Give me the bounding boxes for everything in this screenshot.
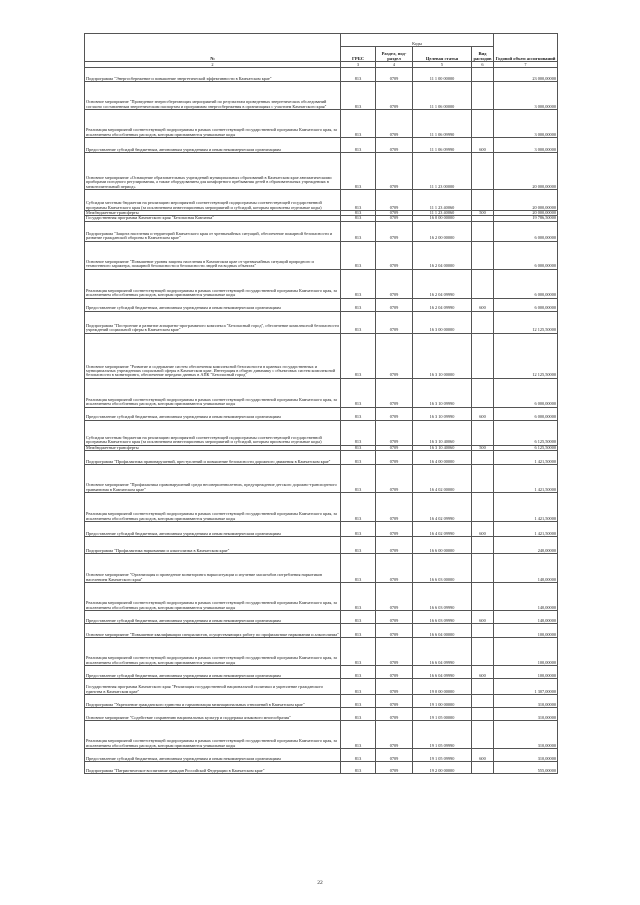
- row-amount-cell: 1 421,50000: [494, 522, 558, 537]
- row-name-cell: Реализация мероприятий соответствующей подпрограммы в рамках соответствующей государственной программы Камчатского края, за исключением обособленных расходов, которым присваиваются уникальные коды: [85, 638, 341, 666]
- row-section-cell: 0709: [376, 537, 413, 554]
- row-article-cell: 16 4 02 09990: [413, 493, 472, 522]
- row-article-cell: 16 6 03 00000: [413, 554, 472, 583]
- row-name-cell: Основное мероприятие "Повышение уровня защиты населения в Камчатском крае от чрезвычайных ситуаций природного и техногенного характера, пожарной безопасности и безопасности людей на водных объектах": [85, 241, 341, 269]
- row-amount-cell: 140,00000: [494, 583, 558, 611]
- header-expense-type-cell: Вид расходов: [472, 47, 494, 62]
- table-row: [85, 624, 558, 638]
- row-expense-type-cell: 600: [472, 138, 494, 153]
- row-section-cell: 0709: [376, 221, 413, 241]
- row-name-cell: Межбюджетные трансферты: [85, 445, 341, 450]
- row-grbs-cell: 813: [341, 465, 376, 493]
- header-row-top: [85, 34, 558, 47]
- table-row: [85, 68, 558, 82]
- row-amount-cell: 3 000,00000: [494, 138, 558, 153]
- row-grbs-cell: 813: [341, 333, 376, 378]
- row-amount-cell: 23 000,00000: [494, 68, 558, 82]
- row-section-cell: 0709: [376, 624, 413, 638]
- row-amount-cell: 20 000,00000: [494, 211, 558, 216]
- row-grbs-cell: 813: [341, 749, 376, 762]
- budget-table: [84, 33, 558, 774]
- row-article-cell: 19 2 00 00000: [413, 762, 472, 774]
- row-grbs-cell: 813: [341, 583, 376, 611]
- header-article-cell: Целевая статья: [413, 47, 472, 62]
- row-amount-cell: 310,00000: [494, 721, 558, 749]
- row-grbs-cell: 813: [341, 679, 376, 695]
- row-section-cell: 0709: [376, 583, 413, 611]
- row-amount-cell: 1 421,50000: [494, 493, 558, 522]
- row-name-cell: Субсидии местным бюджетам на реализацию мероприятий соответствующей подпрограммы соответствующей государственной программы Камчатского края (за исключением инвестиционных мероприятий и субсидий, которым присвоены отдельные коды): [85, 190, 341, 211]
- row-grbs-cell: 813: [341, 378, 376, 407]
- page-number: 22: [317, 880, 323, 886]
- row-name-cell: Межбюджетные трансферты: [85, 211, 341, 216]
- row-amount-cell: 3 000,00000: [494, 82, 558, 110]
- row-name-cell: Государственная программа Камчатского края "Безопасная Камчатка": [85, 216, 341, 221]
- row-amount-cell: 140,00000: [494, 554, 558, 583]
- column-number: 6: [472, 62, 494, 68]
- row-section-cell: 0709: [376, 311, 413, 333]
- row-amount-cell: 6 000,00000: [494, 407, 558, 420]
- row-name-cell: Реализация мероприятий соответствующей подпрограммы в рамках соответствующей государственной программы Камчатского края, за исключением обособленных расходов, которым присваиваются уникальные коды: [85, 493, 341, 522]
- row-name-cell: Подпрограмма "Построение и развитие аппаратно-программного комплекса "Безопасный город", обеспечение комплексной безопасности учреждений социальной сферы в Камчатском крае": [85, 311, 341, 333]
- row-grbs-cell: 813: [341, 407, 376, 420]
- row-grbs-cell: 813: [341, 211, 376, 216]
- row-article-cell: 16 3 10 09990: [413, 407, 472, 420]
- table-row: [85, 583, 558, 611]
- row-article-cell: 16 6 04 00000: [413, 624, 472, 638]
- row-expense-type-cell: [472, 269, 494, 298]
- row-expense-type-cell: [472, 721, 494, 749]
- row-section-cell: 0709: [376, 138, 413, 153]
- table-row: [85, 451, 558, 465]
- row-section-cell: 0709: [376, 451, 413, 465]
- row-grbs-cell: 813: [341, 695, 376, 708]
- row-article-cell: 11 1 23 40060: [413, 190, 472, 211]
- row-grbs-cell: 813: [341, 216, 376, 221]
- table-row: [85, 522, 558, 537]
- row-name-cell: Основное мероприятие "Содействие сохранению национальных культур и поддержка языкового многообразия": [85, 708, 341, 721]
- row-expense-type-cell: 500: [472, 211, 494, 216]
- row-expense-type-cell: [472, 537, 494, 554]
- row-grbs-cell: 813: [341, 110, 376, 138]
- row-amount-cell: 1 307,00000: [494, 679, 558, 695]
- row-expense-type-cell: [472, 241, 494, 269]
- row-amount-cell: 6 000,00000: [494, 378, 558, 407]
- row-grbs-cell: 813: [341, 522, 376, 537]
- row-amount-cell: 6 125,50000: [494, 420, 558, 445]
- row-article-cell: 16 4 02 00000: [413, 465, 472, 493]
- budget-document: [84, 33, 557, 774]
- row-expense-type-cell: [472, 378, 494, 407]
- table-row: [85, 138, 558, 153]
- row-name-cell: Предоставление субсидий бюджетным, автономным учреждениям и иным некоммерческим организациям: [85, 611, 341, 624]
- table-row: [85, 721, 558, 749]
- row-grbs-cell: 813: [341, 554, 376, 583]
- table-row: [85, 420, 558, 445]
- row-article-cell: 11 1 23 00000: [413, 153, 472, 190]
- table-row: [85, 762, 558, 774]
- table-row: [85, 110, 558, 138]
- table-row: [85, 82, 558, 110]
- row-name-cell: Подпрограмма "Патриотическое воспитание граждан Российской Федерации в Камчатском крае": [85, 762, 341, 774]
- row-amount-cell: 6 000,00000: [494, 298, 558, 311]
- column-number: 5: [413, 62, 472, 68]
- column-number: 7: [494, 62, 558, 68]
- row-name-cell: Основное мероприятие "Развитие и содержание систем обеспечения комплексной безопасности в краевых государственных и муниципальных учреждениях социальной сферы в Камчатском крае. Интеграция в общую динамику с объектовых систем комплексной безопасности в мониторинга, обеспечение передачи данных в АПК "Безопасный город": [85, 333, 341, 378]
- row-section-cell: 0709: [376, 241, 413, 269]
- row-section-cell: 0709: [376, 269, 413, 298]
- row-section-cell: 0709: [376, 708, 413, 721]
- row-article-cell: 11 1 06 00000: [413, 82, 472, 110]
- row-section-cell: 0709: [376, 493, 413, 522]
- table-row: [85, 190, 558, 211]
- row-name-cell: Предоставление субсидий бюджетным, автономным учреждениям и иным некоммерческим организациям: [85, 666, 341, 679]
- row-article-cell: 16 3 10 09990: [413, 378, 472, 407]
- row-amount-cell: 555,00000: [494, 762, 558, 774]
- row-grbs-cell: 813: [341, 82, 376, 110]
- table-row: [85, 221, 558, 241]
- row-article-cell: 16 0 00 00000: [413, 216, 472, 221]
- row-grbs-cell: 813: [341, 138, 376, 153]
- row-name-cell: Подпрограмма "Профилактика правонарушений, преступлений и повышение безопасности дорожного движения в Камчатском крае": [85, 451, 341, 465]
- row-article-cell: 19 1 00 00000: [413, 695, 472, 708]
- row-expense-type-cell: [472, 583, 494, 611]
- row-expense-type-cell: [472, 624, 494, 638]
- row-expense-type-cell: [472, 679, 494, 695]
- row-section-cell: 0709: [376, 554, 413, 583]
- row-article-cell: 16 3 10 40060: [413, 445, 472, 450]
- budget-rows: [85, 68, 558, 774]
- row-expense-type-cell: [472, 110, 494, 138]
- row-name-cell: Подпрограмма "Защита населения и территорий Камчатского края от чрезвычайных ситуаций, обеспечение пожарной безопасности и развитие гражданской обороны в Камчатском крае": [85, 221, 341, 241]
- row-grbs-cell: 813: [341, 451, 376, 465]
- row-amount-cell: 6 000,00000: [494, 269, 558, 298]
- row-amount-cell: 1 421,50000: [494, 451, 558, 465]
- row-section-cell: 0709: [376, 522, 413, 537]
- row-expense-type-cell: 600: [472, 298, 494, 311]
- table-row: [85, 679, 558, 695]
- header-grbs-cell: ГРБС: [341, 47, 376, 62]
- row-grbs-cell: 813: [341, 153, 376, 190]
- row-article-cell: 19 1 05 09990: [413, 749, 472, 762]
- row-section-cell: 0709: [376, 721, 413, 749]
- row-article-cell: 16 3 10 40060: [413, 420, 472, 445]
- row-section-cell: 0709: [376, 110, 413, 138]
- row-expense-type-cell: [472, 762, 494, 774]
- row-name-cell: Реализация мероприятий соответствующей подпрограммы в рамках соответствующей государственной программы Камчатского края, за исключением обособленных расходов, которым присваиваются уникальные коды: [85, 721, 341, 749]
- table-row: [85, 611, 558, 624]
- row-section-cell: 0709: [376, 679, 413, 695]
- row-article-cell: 11 1 23 40060: [413, 211, 472, 216]
- column-number: 2: [85, 62, 341, 68]
- row-name-cell: Субсидии местным бюджетам на реализацию мероприятий соответствующей подпрограммы соответствующей государственной программы Камчатского края (за исключением инвестиционных мероприятий и субсидий, которым присвоены отдельные коды): [85, 420, 341, 445]
- row-section-cell: 0709: [376, 695, 413, 708]
- row-article-cell: 19 1 05 00000: [413, 708, 472, 721]
- row-expense-type-cell: 600: [472, 522, 494, 537]
- row-grbs-cell: 813: [341, 241, 376, 269]
- table-row: [85, 638, 558, 666]
- row-article-cell: 16 6 00 00000: [413, 537, 472, 554]
- row-grbs-cell: 813: [341, 68, 376, 82]
- row-section-cell: 0709: [376, 190, 413, 211]
- row-article-cell: 16 4 02 09990: [413, 522, 472, 537]
- row-article-cell: 16 3 00 00000: [413, 311, 472, 333]
- row-expense-type-cell: [472, 638, 494, 666]
- row-article-cell: 16 2 04 09990: [413, 298, 472, 311]
- row-name-cell: Предоставление субсидий бюджетным, автономным учреждениям и иным некоммерческим организациям: [85, 749, 341, 762]
- row-article-cell: 16 6 04 09990: [413, 666, 472, 679]
- row-article-cell: 16 6 03 09990: [413, 611, 472, 624]
- row-amount-cell: 310,00000: [494, 749, 558, 762]
- row-grbs-cell: 813: [341, 624, 376, 638]
- row-article-cell: 16 2 04 00000: [413, 241, 472, 269]
- row-amount-cell: 12 125,50000: [494, 333, 558, 378]
- row-amount-cell: 20 000,00000: [494, 153, 558, 190]
- row-amount-cell: 12 125,50000: [494, 311, 558, 333]
- column-number: 3: [341, 62, 376, 68]
- row-grbs-cell: 813: [341, 445, 376, 450]
- row-grbs-cell: 813: [341, 708, 376, 721]
- row-expense-type-cell: [472, 493, 494, 522]
- row-section-cell: 0709: [376, 211, 413, 216]
- row-amount-cell: 6 125,50000: [494, 445, 558, 450]
- row-section-cell: 0709: [376, 749, 413, 762]
- row-expense-type-cell: [472, 420, 494, 445]
- table-row: [85, 311, 558, 333]
- row-amount-cell: 100,00000: [494, 638, 558, 666]
- row-article-cell: 11 1 00 00000: [413, 68, 472, 82]
- row-name-cell: Основное мероприятие "Повышение квалификации специалистов, осуществляющих работу по профилактике наркомании и алкоголизма": [85, 624, 341, 638]
- row-amount-cell: 140,00000: [494, 611, 558, 624]
- row-name-cell: Основное мероприятие "Проведение энергосберегающих мероприятий по результатам проведенных энергетических обследований согласно составленным энергетическим паспортам и программам энергосбережения в организациях с участием Камчатского края": [85, 82, 341, 110]
- header-amount-cell: Годовой объем ассигнований: [494, 34, 558, 62]
- row-section-cell: 0709: [376, 333, 413, 378]
- row-article-cell: 16 6 04 09990: [413, 638, 472, 666]
- row-name-cell: Реализация мероприятий соответствующей подпрограммы в рамках соответствующей государственной программы Камчатского края, за исключением обособленных расходов, которым присваиваются уникальные коды: [85, 583, 341, 611]
- row-article-cell: 16 2 00 00000: [413, 221, 472, 241]
- table-row: [85, 153, 558, 190]
- row-section-cell: 0709: [376, 153, 413, 190]
- row-expense-type-cell: 600: [472, 666, 494, 679]
- row-grbs-cell: 813: [341, 611, 376, 624]
- row-name-cell: Предоставление субсидий бюджетным, автономным учреждениям и иным некоммерческим организациям: [85, 298, 341, 311]
- table-row: [85, 241, 558, 269]
- row-section-cell: 0709: [376, 420, 413, 445]
- row-expense-type-cell: [472, 333, 494, 378]
- table-row: [85, 465, 558, 493]
- table-row: [85, 378, 558, 407]
- table-row: [85, 298, 558, 311]
- row-amount-cell: 100,00000: [494, 624, 558, 638]
- row-grbs-cell: 813: [341, 269, 376, 298]
- row-section-cell: 0709: [376, 445, 413, 450]
- table-row: [85, 493, 558, 522]
- row-section-cell: 0709: [376, 82, 413, 110]
- row-article-cell: 16 6 03 09990: [413, 583, 472, 611]
- row-expense-type-cell: [472, 82, 494, 110]
- header-codes-cell: Коды: [341, 34, 494, 47]
- table-row: [85, 666, 558, 679]
- row-expense-type-cell: [472, 311, 494, 333]
- row-section-cell: 0709: [376, 666, 413, 679]
- row-expense-type-cell: [472, 465, 494, 493]
- row-amount-cell: 3 000,00000: [494, 110, 558, 138]
- row-section-cell: 0709: [376, 407, 413, 420]
- row-name-cell: Предоставление субсидий бюджетным, автономным учреждениям и иным некоммерческим организациям: [85, 407, 341, 420]
- row-amount-cell: 100,00000: [494, 666, 558, 679]
- row-name-cell: Предоставление субсидий бюджетным, автономным учреждениям и иным некоммерческим организациям: [85, 138, 341, 153]
- row-article-cell: 11 1 06 09990: [413, 138, 472, 153]
- row-grbs-cell: 813: [341, 762, 376, 774]
- row-grbs-cell: 813: [341, 666, 376, 679]
- row-section-cell: 0709: [376, 298, 413, 311]
- row-expense-type-cell: [472, 221, 494, 241]
- row-name-cell: Подпрограмма "Профилактика наркомании и алкоголизма в Камчатском крае": [85, 537, 341, 554]
- header-section-cell: Раздел, под-раздел: [376, 47, 413, 62]
- row-name-cell: Подпрограмма "Укрепление гражданского единства и гармонизация межнациональных отношений в Камчатском крае": [85, 695, 341, 708]
- row-grbs-cell: 813: [341, 298, 376, 311]
- row-amount-cell: 310,00000: [494, 695, 558, 708]
- row-article-cell: 11 1 06 09990: [413, 110, 472, 138]
- row-expense-type-cell: 600: [472, 611, 494, 624]
- row-name-cell: Основное мероприятие "Профилактика правонарушений среди несовершеннолетних, предупреждение детского дорожно-транспортного травматизма в Камчатском крае": [85, 465, 341, 493]
- row-name-cell: Реализация мероприятий соответствующей подпрограммы в рамках соответствующей государственной программы Камчатского края, за исключением обособленных расходов, которым присваиваются уникальные коды: [85, 110, 341, 138]
- row-article-cell: 16 3 10 00000: [413, 333, 472, 378]
- row-grbs-cell: 813: [341, 721, 376, 749]
- row-expense-type-cell: 500: [472, 445, 494, 450]
- row-grbs-cell: 813: [341, 190, 376, 211]
- row-grbs-cell: 813: [341, 493, 376, 522]
- row-amount-cell: 240,00000: [494, 537, 558, 554]
- row-section-cell: 0709: [376, 378, 413, 407]
- table-row: [85, 695, 558, 708]
- table-row: [85, 407, 558, 420]
- row-name-cell: Основное мероприятие «Оснащение образовательных учреждений муниципальных образований в Камчатском крае автоматическими приборами погодного регулирования, а также оборудованием для комфортного пребывания детей в образовательных учреждениях в межотопительный период»: [85, 153, 341, 190]
- row-amount-cell: 20 000,00000: [494, 190, 558, 211]
- row-amount-cell: 6 000,00000: [494, 241, 558, 269]
- row-article-cell: 19 0 00 00000: [413, 679, 472, 695]
- row-expense-type-cell: [472, 68, 494, 82]
- row-name-cell: Основное мероприятие "Организация и проведение мониторинга наркоситуации и изучение масштабов потребления наркотиков населением Камчатского края": [85, 554, 341, 583]
- row-expense-type-cell: [472, 190, 494, 211]
- table-row: [85, 749, 558, 762]
- row-grbs-cell: 813: [341, 537, 376, 554]
- header-name-cell: №: [85, 34, 341, 62]
- table-row: [85, 537, 558, 554]
- row-grbs-cell: 813: [341, 311, 376, 333]
- row-name-cell: Реализация мероприятий соответствующей подпрограммы в рамках соответствующей государственной программы Камчатского края, за исключением обособленных расходов, которым присваиваются уникальные коды: [85, 269, 341, 298]
- row-section-cell: 0709: [376, 762, 413, 774]
- row-section-cell: 0709: [376, 216, 413, 221]
- row-name-cell: Реализация мероприятий соответствующей подпрограммы в рамках соответствующей государственной программы Камчатского края, за исключением обособленных расходов, которым присваиваются уникальные коды: [85, 378, 341, 407]
- row-expense-type-cell: [472, 153, 494, 190]
- row-name-cell: Предоставление субсидий бюджетным, автономным учреждениям и иным некоммерческим организациям: [85, 522, 341, 537]
- row-expense-type-cell: 600: [472, 407, 494, 420]
- row-expense-type-cell: [472, 695, 494, 708]
- table-row: [85, 708, 558, 721]
- row-name-cell: Государственная программа Камчатского края "Реализация государственной национальной политики и укрепление гражданского единства в Камчатском крае": [85, 679, 341, 695]
- row-expense-type-cell: 600: [472, 749, 494, 762]
- row-expense-type-cell: [472, 554, 494, 583]
- row-article-cell: 19 1 05 09990: [413, 721, 472, 749]
- row-amount-cell: 19 786,50000: [494, 216, 558, 221]
- row-grbs-cell: 813: [341, 221, 376, 241]
- row-article-cell: 16 2 04 09990: [413, 269, 472, 298]
- table-row: [85, 333, 558, 378]
- row-section-cell: 0709: [376, 465, 413, 493]
- row-amount-cell: 310,00000: [494, 708, 558, 721]
- row-expense-type-cell: [472, 708, 494, 721]
- row-expense-type-cell: [472, 451, 494, 465]
- row-section-cell: 0709: [376, 611, 413, 624]
- row-article-cell: 16 4 00 00000: [413, 451, 472, 465]
- row-amount-cell: 6 000,00000: [494, 221, 558, 241]
- row-amount-cell: 1 421,50000: [494, 465, 558, 493]
- row-section-cell: 0709: [376, 68, 413, 82]
- column-number: 4: [376, 62, 413, 68]
- row-name-cell: Подпрограмма "Энергосбережение и повышение энергетической эффективности в Камчатском крае": [85, 68, 341, 82]
- table-row: [85, 554, 558, 583]
- row-section-cell: 0709: [376, 638, 413, 666]
- table-row: [85, 269, 558, 298]
- row-grbs-cell: 813: [341, 638, 376, 666]
- row-grbs-cell: 813: [341, 420, 376, 445]
